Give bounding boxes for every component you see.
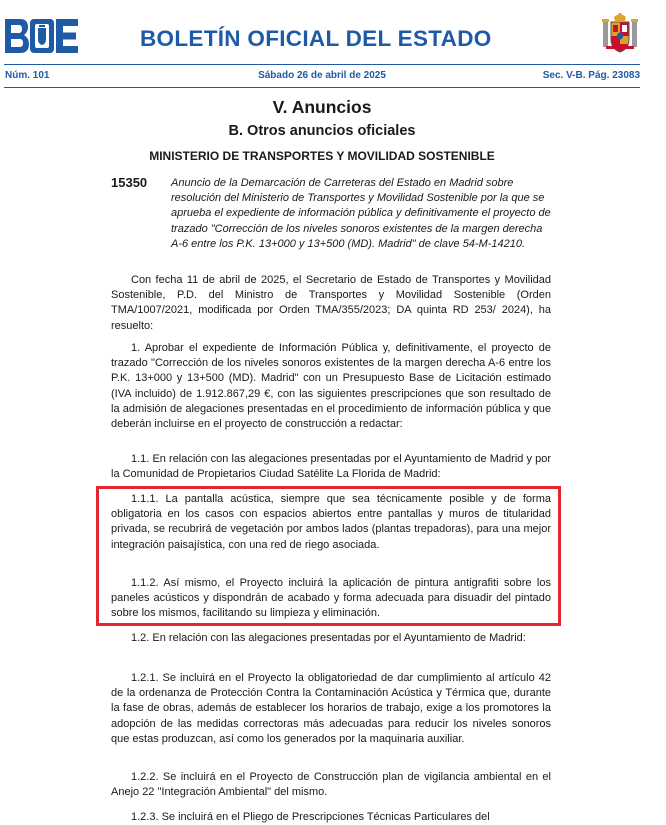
paragraph-1-2: 1.2. En relación con las alegaciones presentadas por el Ayuntamiento de Madrid: (131, 632, 526, 644)
ministry-heading: MINISTERIO DE TRANSPORTES Y MOVILIDAD SOSTENIBLE (149, 149, 495, 163)
section-page: Sec. V-B. Pág. 23083 (542, 70, 640, 81)
issue-number: Núm. 101 (5, 70, 50, 81)
header-rule-bottom (4, 87, 640, 88)
page-header (0, 0, 666, 66)
paragraph-1-1: 1.1. En relación con las alegaciones presentadas por el Ayuntamiento de Madrid y por la Comunidad de Propietarios Ciudad Satélite La Florida de Madrid: (111, 453, 551, 481)
paragraph-1-1-2: 1.1.2. Así mismo, el Proyecto incluirá la aplicación de pintura antigrafiti sobre los paneles acústicos y dispondrán de acabado y forma adecuada para disuadir del pintado sobre los mismos, facilitando su limpieza y eliminación. (111, 577, 551, 620)
anuncio-number: 15350 (111, 175, 148, 190)
paragraph-1: 1. Aprobar el expediente de Información Pública y, definitivamente, el proyecto de trazado "Corrección de los niveles sonoros existentes de la margen derecha A-6 entre los P.K. 13+000 y 13+500 (MD). Madrid" con un Presupuesto Base de Licitación estimado (IVA incluido) de 1.912.867,29 €, con las siguientes prescripciones que son resultado de la admisión de alegaciones presentadas en el procedimiento de información pública y que deberán incluirse en el proyecto de construcción a redactar: (111, 342, 551, 431)
paragraph-1-1-1: 1.1.1. La pantalla acústica, siempre que sea técnicamente posible y de forma obligatoria en los casos con espacios abiertos entre pantallas y muros de titularidad privada, se recubrirá de vegetación por ambos lados (plantas trepadoras), para una mejor integración paisajística, con una red de riego asociada. (111, 493, 551, 551)
section-subtitle: B. Otros anuncios oficiales (228, 123, 416, 139)
coat-of-arms-icon (601, 13, 639, 55)
section-title: V. Anuncios (272, 97, 372, 117)
paragraph-resolution: Con fecha 11 de abril de 2025, el Secretario de Estado de Transportes y Movilidad Sostenible, P.D. del Ministro de Transportes y Movilidad Sostenible (Orden TMA/1007/2021, modificada por Orden TMA/355/2023; DA quinta RD 253/ 2024), ha resuelto: (111, 274, 551, 332)
paragraph-1-2-2: 1.2.2. Se incluirá en el Proyecto de Construcción plan de vigilancia ambiental en el Anejo 22 "Integración Ambiental" del mismo. (111, 771, 551, 799)
boe-logo (5, 19, 78, 53)
issue-date: Sábado 26 de abril de 2025 (258, 70, 386, 81)
header-rule-top (4, 64, 640, 65)
page-title: BOLETÍN OFICIAL DEL ESTADO (140, 26, 492, 51)
highlight-box (96, 486, 561, 626)
paragraph-1-2-1: 1.2.1. Se incluirá en el Proyecto la obligatoriedad de dar cumplimiento al artículo 42 de la ordenanza de Protección Contra la Contaminación Acústica y Térmica que, durante la fase de obras, además de establecer los horarios de trabajo, exige a los promotores la adopción de las medidas correctoras más adecuadas para reducir los niveles sonoros que estas produzcan, así como los generados por la maquinaria auxiliar. (111, 672, 551, 745)
anuncio-description: Anuncio de la Demarcación de Carreteras del Estado en Madrid sobre resolución del Ministerio de Transportes y Movilidad Sostenible por la que se aprueba el expediente de información pública y definitivamente el proyecto de trazado "Corrección de los niveles sonoros existentes de la margen derecha A-6 entre los P.K. 13+000 y 13+500 (MD). Madrid" de clave 54-M-14210. (171, 177, 551, 250)
paragraph-1-2-3: 1.2.3. Se incluirá en el Pliego de Prescripciones Técnicas Particulares del (131, 811, 490, 823)
